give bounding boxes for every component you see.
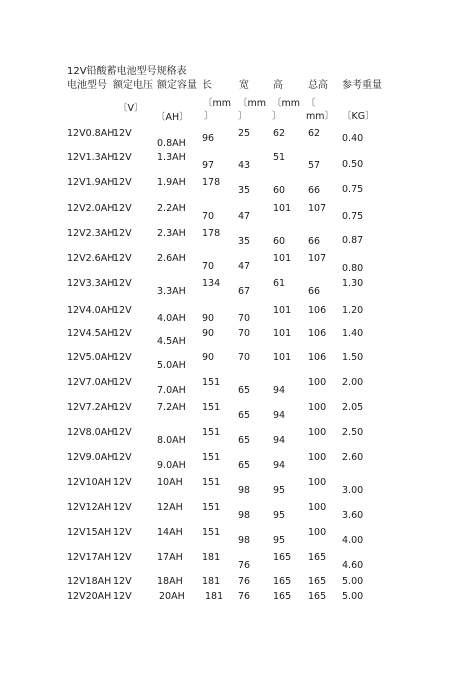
document-title: 12V铅酸蓄电池型号规格表 <box>67 66 187 77</box>
unit-width-close: 〕 <box>238 111 248 122</box>
cell-voltage: 12V <box>113 527 132 538</box>
cell-height: 165 <box>273 576 292 587</box>
cell-total-height: 100 <box>308 477 327 488</box>
cell-weight: 1.20 <box>342 305 364 316</box>
unit-height-open: 〔mm <box>272 98 301 109</box>
cell-model: 12V15AH <box>67 527 112 538</box>
unit-width-open: 〔mm <box>238 98 267 109</box>
cell-weight: 4.60 <box>342 560 364 571</box>
cell-capacity: 17AH <box>157 552 183 563</box>
cell-capacity: 2.6AH <box>157 253 186 264</box>
header-total-height: 总高 <box>308 80 328 91</box>
cell-width: 98 <box>238 510 251 521</box>
unit-capacity: 〔AH〕 <box>156 112 189 123</box>
cell-model: 12V3.3AH <box>67 278 115 289</box>
cell-height: 61 <box>273 278 286 289</box>
cell-weight: 2.00 <box>342 377 364 388</box>
cell-width: 67 <box>238 286 251 297</box>
cell-voltage: 12V <box>113 152 132 163</box>
cell-total-height: 107 <box>308 253 327 264</box>
cell-length: 181 <box>205 591 224 602</box>
header-width: 宽 <box>239 80 249 91</box>
header-height: 高 <box>273 80 283 91</box>
cell-width: 70 <box>238 313 251 324</box>
cell-width: 43 <box>238 160 251 171</box>
cell-width: 35 <box>238 185 251 196</box>
unit-voltage: 〔V〕 <box>118 103 144 114</box>
unit-total-close: mm〕 <box>306 111 335 122</box>
cell-total-height: 100 <box>308 502 327 513</box>
cell-total-height: 62 <box>308 128 321 139</box>
cell-total-height: 66 <box>308 236 321 247</box>
cell-length: 151 <box>202 427 221 438</box>
cell-capacity: 18AH <box>157 576 183 587</box>
cell-length: 97 <box>202 160 215 171</box>
cell-width: 98 <box>238 535 251 546</box>
cell-length: 178 <box>202 228 221 239</box>
cell-model: 12V20AH <box>67 591 112 602</box>
cell-height: 101 <box>273 253 292 264</box>
cell-total-height: 165 <box>308 552 327 563</box>
cell-capacity: 1.3AH <box>157 152 186 163</box>
cell-length: 151 <box>202 452 221 463</box>
cell-width: 70 <box>238 328 251 339</box>
cell-voltage: 12V <box>113 352 132 363</box>
cell-width: 76 <box>238 560 251 571</box>
cell-capacity: 2.2AH <box>157 203 186 214</box>
cell-weight: 5.00 <box>342 576 364 587</box>
cell-voltage: 12V <box>113 402 132 413</box>
cell-total-height: 106 <box>308 328 327 339</box>
cell-capacity: 4.5AH <box>157 336 186 347</box>
cell-total-height: 66 <box>308 286 321 297</box>
header-capacity: 额定容量 <box>157 80 197 91</box>
cell-voltage: 12V <box>113 452 132 463</box>
unit-total-open: 〔 <box>306 98 316 109</box>
cell-voltage: 12V <box>113 253 132 264</box>
cell-weight: 1.40 <box>342 328 364 339</box>
header-weight: 参考重量 <box>342 80 382 91</box>
cell-capacity: 8.0AH <box>157 435 186 446</box>
cell-length: 90 <box>202 352 215 363</box>
cell-total-height: 165 <box>308 576 327 587</box>
cell-model: 12V5.0AH <box>67 352 115 363</box>
cell-model: 12V4.5AH <box>67 328 115 339</box>
cell-width: 65 <box>238 410 251 421</box>
cell-length: 96 <box>202 133 215 144</box>
cell-model: 12V7.2AH <box>67 402 115 413</box>
cell-weight: 2.50 <box>342 427 364 438</box>
cell-voltage: 12V <box>113 328 132 339</box>
cell-weight: 0.50 <box>342 159 364 170</box>
unit-weight: 〔KG〕 <box>342 111 375 122</box>
cell-capacity: 2.3AH <box>157 228 186 239</box>
cell-length: 181 <box>202 576 221 587</box>
cell-length: 151 <box>202 527 221 538</box>
unit-length-close: 〕 <box>204 111 214 122</box>
cell-model: 12V2.6AH <box>67 253 115 264</box>
cell-height: 165 <box>273 552 292 563</box>
cell-model: 12V7.0AH <box>67 377 115 388</box>
cell-weight: 2.60 <box>342 452 364 463</box>
cell-capacity: 7.0AH <box>157 385 186 396</box>
cell-height: 95 <box>273 535 286 546</box>
cell-model: 12V4.0AH <box>67 305 115 316</box>
cell-model: 12V2.3AH <box>67 228 115 239</box>
cell-weight: 0.75 <box>342 211 364 222</box>
cell-voltage: 12V <box>113 228 132 239</box>
cell-model: 12V12AH <box>67 502 112 513</box>
unit-height-close: 〕 <box>272 111 282 122</box>
cell-length: 90 <box>202 328 215 339</box>
cell-height: 165 <box>273 591 292 602</box>
cell-voltage: 12V <box>113 552 132 563</box>
header-voltage: 额定电压 <box>113 80 153 91</box>
cell-weight: 0.80 <box>342 263 364 274</box>
cell-model: 12V0.8AH <box>67 128 115 139</box>
cell-height: 95 <box>273 510 286 521</box>
cell-capacity: 3.3AH <box>157 286 186 297</box>
cell-weight: 0.75 <box>342 184 364 195</box>
cell-voltage: 12V <box>113 502 132 513</box>
cell-height: 101 <box>273 352 292 363</box>
cell-length: 70 <box>202 211 215 222</box>
cell-length: 181 <box>202 552 221 563</box>
header-model: 电池型号 <box>67 80 107 91</box>
cell-capacity: 7.2AH <box>157 402 186 413</box>
cell-height: 62 <box>273 128 286 139</box>
cell-weight: 3.00 <box>342 485 364 496</box>
cell-voltage: 12V <box>113 591 132 602</box>
cell-length: 151 <box>202 477 221 488</box>
cell-height: 60 <box>273 185 286 196</box>
cell-width: 76 <box>238 576 251 587</box>
cell-voltage: 12V <box>113 305 132 316</box>
cell-height: 94 <box>273 385 286 396</box>
cell-length: 151 <box>202 377 221 388</box>
cell-weight: 2.05 <box>342 402 364 413</box>
cell-height: 94 <box>273 460 286 471</box>
cell-capacity: 5.0AH <box>157 360 186 371</box>
cell-total-height: 100 <box>308 402 327 413</box>
cell-model: 12V8.0AH <box>67 427 115 438</box>
cell-voltage: 12V <box>113 128 132 139</box>
cell-width: 65 <box>238 385 251 396</box>
cell-height: 60 <box>273 236 286 247</box>
cell-voltage: 12V <box>113 177 132 188</box>
cell-total-height: 57 <box>308 160 321 171</box>
cell-height: 101 <box>273 328 292 339</box>
cell-voltage: 12V <box>113 427 132 438</box>
cell-total-height: 66 <box>308 185 321 196</box>
cell-total-height: 106 <box>308 352 327 363</box>
cell-capacity: 10AH <box>157 477 183 488</box>
cell-total-height: 165 <box>308 591 327 602</box>
unit-length-open: 〔mm <box>203 98 232 109</box>
cell-capacity: 20AH <box>159 591 185 602</box>
cell-model: 12V1.3AH <box>67 152 115 163</box>
cell-model: 12V1.9AH <box>67 177 115 188</box>
cell-height: 101 <box>273 203 292 214</box>
cell-total-height: 100 <box>308 377 327 388</box>
cell-height: 101 <box>273 305 292 316</box>
cell-total-height: 107 <box>308 203 327 214</box>
cell-width: 47 <box>238 261 251 272</box>
header-length: 长 <box>202 80 212 91</box>
cell-model: 12V17AH <box>67 552 112 563</box>
cell-total-height: 106 <box>308 305 327 316</box>
cell-weight: 5.00 <box>342 591 364 602</box>
cell-voltage: 12V <box>113 278 132 289</box>
cell-capacity: 0.8AH <box>157 138 186 149</box>
cell-weight: 1.50 <box>342 352 364 363</box>
cell-model: 12V18AH <box>67 576 112 587</box>
cell-length: 151 <box>202 502 221 513</box>
cell-capacity: 12AH <box>157 502 183 513</box>
cell-height: 94 <box>273 435 286 446</box>
cell-capacity: 1.9AH <box>157 177 186 188</box>
cell-voltage: 12V <box>113 377 132 388</box>
cell-capacity: 9.0AH <box>157 460 186 471</box>
cell-weight: 0.87 <box>342 235 364 246</box>
cell-width: 98 <box>238 485 251 496</box>
cell-capacity: 14AH <box>157 527 183 538</box>
cell-length: 178 <box>202 177 221 188</box>
cell-length: 134 <box>202 278 221 289</box>
cell-length: 70 <box>202 261 215 272</box>
cell-weight: 1.30 <box>342 278 364 289</box>
cell-length: 151 <box>202 402 221 413</box>
cell-width: 65 <box>238 435 251 446</box>
cell-height: 95 <box>273 485 286 496</box>
cell-width: 65 <box>238 460 251 471</box>
cell-model: 12V2.0AH <box>67 203 115 214</box>
cell-total-height: 100 <box>308 427 327 438</box>
cell-width: 47 <box>238 211 251 222</box>
cell-voltage: 12V <box>113 203 132 214</box>
cell-height: 51 <box>273 152 286 163</box>
cell-model: 12V9.0AH <box>67 452 115 463</box>
cell-length: 90 <box>202 313 215 324</box>
cell-width: 25 <box>238 128 251 139</box>
cell-width: 76 <box>238 591 251 602</box>
cell-capacity: 4.0AH <box>157 313 186 324</box>
cell-total-height: 100 <box>308 452 327 463</box>
cell-width: 70 <box>238 352 251 363</box>
cell-weight: 0.40 <box>342 133 364 144</box>
cell-weight: 4.00 <box>342 535 364 546</box>
cell-total-height: 100 <box>308 527 327 538</box>
cell-weight: 3.60 <box>342 510 364 521</box>
cell-width: 35 <box>238 236 251 247</box>
cell-model: 12V10AH <box>67 477 112 488</box>
cell-voltage: 12V <box>113 477 132 488</box>
cell-height: 94 <box>273 410 286 421</box>
cell-voltage: 12V <box>113 576 132 587</box>
